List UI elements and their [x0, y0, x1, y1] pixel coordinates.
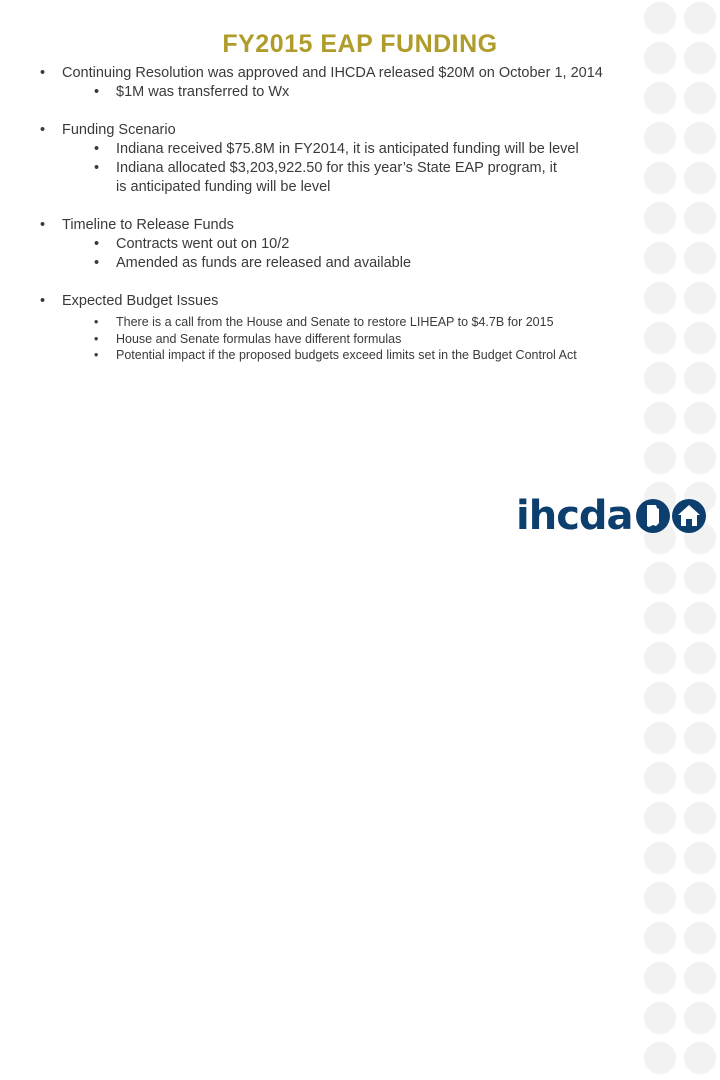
- sub-bullet-text: $1M was transferred to Wx: [116, 84, 290, 100]
- bullet-icon: •: [94, 160, 100, 176]
- section-budget-issues: [38, 292, 648, 364]
- sub-bullet-text: Potential impact if the proposed budgets exceed limits set in the Budget Control Act: [116, 348, 577, 362]
- sub-bullet-item: [38, 235, 648, 254]
- bullet-icon: •: [94, 255, 100, 271]
- sub-bullet-item: [38, 140, 648, 159]
- sub-bullet-text: House and Senate formulas have different formulas: [116, 331, 402, 346]
- bullet-icon: •: [94, 331, 99, 346]
- bullet-icon: •: [94, 141, 100, 157]
- house-door: [686, 519, 692, 526]
- bullet-icon: •: [40, 65, 46, 81]
- sub-bullet-item: [38, 254, 648, 273]
- sub-bullet-text: Contracts went out on 10/2: [116, 236, 290, 252]
- sub-bullet-text: Amended as funds are released and available: [116, 255, 412, 271]
- bullet-item: [38, 121, 648, 140]
- sub-bullet-text: Indiana received $75.8M in FY2014, it is anticipated funding will be level: [116, 141, 579, 157]
- section-timeline: [38, 216, 648, 273]
- bullet-icon: •: [40, 122, 46, 138]
- bullet-icon: •: [40, 217, 46, 233]
- bullet-text: Continuing Resolution was approved and IHCDA released $20M on October 1, 2014: [62, 65, 603, 81]
- bullet-item: [38, 64, 648, 83]
- sub-bullet-item: [38, 83, 648, 102]
- section-continuing-resolution: [38, 64, 648, 102]
- decorative-dot-pattern: [640, 0, 720, 540]
- sub-bullet-item: [38, 347, 648, 364]
- sub-bullet-item: [38, 159, 648, 197]
- sub-bullet-item: [38, 314, 648, 331]
- bullet-text: Expected Budget Issues: [62, 293, 219, 309]
- slide-title: FY2015 EAP FUNDING: [222, 30, 498, 58]
- ihcda-logo: [516, 492, 720, 540]
- sub-bullet-item: [38, 331, 648, 348]
- slide-content: [38, 64, 648, 383]
- logo-icon-group: [635, 496, 720, 536]
- bullet-icon: •: [40, 293, 46, 309]
- bullet-icon: •: [94, 236, 100, 252]
- bullet-icon: •: [94, 315, 99, 329]
- bullet-icon: •: [94, 348, 99, 362]
- bullet-icon: •: [94, 84, 100, 100]
- logo-wordmark: ihcda: [516, 493, 633, 539]
- bullet-item: [38, 216, 648, 235]
- sub-bullet-text: Indiana allocated $3,203,922.50 for this year’s State EAP program, it is anticipated funding will be level: [116, 160, 557, 195]
- bullet-text: Timeline to Release Funds: [62, 217, 234, 233]
- sub-bullet-text: There is a call from the House and Senate to restore LIHEAP to $4.7B for 2015: [116, 315, 554, 329]
- bullet-item: [38, 292, 648, 311]
- indiana-state-icon: [647, 505, 659, 527]
- section-funding-scenario: [38, 121, 648, 197]
- bullet-text: Funding Scenario: [62, 122, 176, 138]
- logo-icons: [635, 496, 720, 536]
